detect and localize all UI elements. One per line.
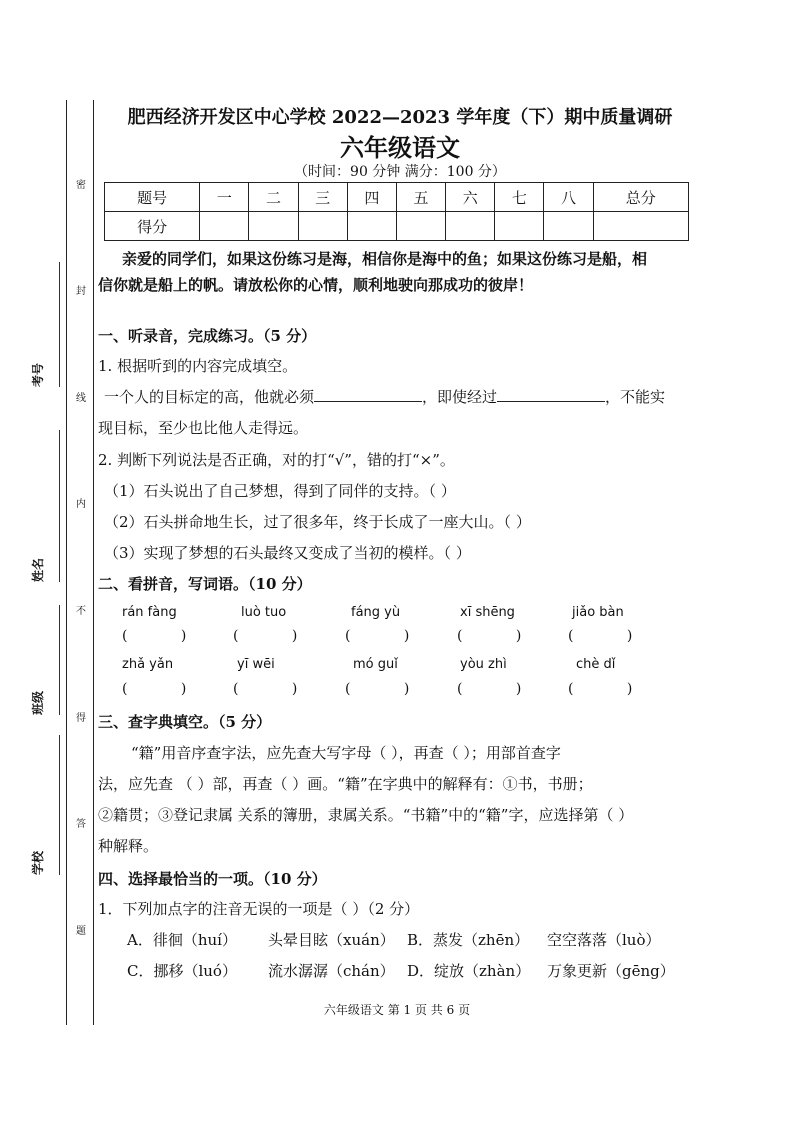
section1-q1-sentence xyxy=(104,382,704,413)
page-footer: 六年级语文 第 1 页 共 6 页 xyxy=(323,1003,471,1017)
section4-q1[interactable]: 1．下列加点字的注音无误的一项是（ ）（2 分） xyxy=(98,900,420,918)
subject-title: 六年级语文 xyxy=(340,133,460,162)
class-field[interactable] xyxy=(26,605,66,715)
seal-char: 内 xyxy=(76,499,86,510)
score-cell[interactable] xyxy=(544,212,593,241)
pinyin-answer-blank[interactable]: ( ) xyxy=(457,681,522,697)
exam-number-field[interactable] xyxy=(26,262,66,387)
score-header-cell: 八 xyxy=(544,183,593,212)
section1-q1: 1. 根据听到的内容完成填空。 xyxy=(98,357,298,375)
pinyin-7: yī wēi xyxy=(237,657,275,672)
score-cell[interactable] xyxy=(446,212,495,241)
pinyin-8: mó guǐ xyxy=(353,657,398,672)
q1-text-c: ，不能实 xyxy=(605,388,666,406)
score-cell[interactable] xyxy=(593,212,688,241)
q1-text-a: 一个人的目标定的高，他就必须 xyxy=(104,388,315,406)
score-cell[interactable] xyxy=(396,212,445,241)
option-d-2: 万象更新（gēng） xyxy=(547,962,675,980)
name-field[interactable] xyxy=(26,430,66,582)
seal-char: 得 xyxy=(76,713,86,724)
section3-heading: 三、查字典填空。（5 分） xyxy=(98,713,272,731)
pinyin-10: chè dǐ xyxy=(576,657,616,672)
seal-char: 题 xyxy=(76,926,86,937)
score-table-header-row xyxy=(105,183,689,212)
q1-blank-1[interactable] xyxy=(314,387,422,402)
pinyin-3: fáng yù xyxy=(351,605,401,620)
exam-info: （时间：90 分钟 满分：100 分） xyxy=(294,164,506,180)
score-header-cell: 六 xyxy=(446,183,495,212)
option-a-2: 头晕目眩（xuán） xyxy=(268,931,395,949)
score-header-cell: 三 xyxy=(298,183,347,212)
score-header-cell: 七 xyxy=(495,183,544,212)
section3-line-4: 种解释。 xyxy=(98,837,159,855)
name-label: 姓名 xyxy=(31,557,45,582)
section2-heading: 二、看拼音，写词语。（10 分） xyxy=(98,575,312,593)
section4-heading: 四、选择最恰当的一项。（10 分） xyxy=(98,870,327,888)
exam-title: 肥西经济开发区中心学校 2022—2023 学年度（下）期中质量调研 xyxy=(127,107,673,128)
section3-line-1[interactable]: “籍”用音序查字法，应先查大写字母（ ），再查（ ）；用部首查字 xyxy=(131,744,561,762)
pinyin-6: zhǎ yǎn xyxy=(122,657,174,672)
section1-q2: 2. 判断下列说法是否正确，对的打“√”，错的打“×”。 xyxy=(98,451,455,469)
section3-line-2[interactable]: 法，应先查 （ ）部，再查（ ）画。“籍”在字典中的解释有：①书，书册； xyxy=(98,775,593,793)
option-b-2: 空空落落（luò） xyxy=(547,931,661,949)
intro-line-1: 亲爱的同学们，如果这份练习是海，相信你是海中的鱼；如果这份练习是船，相 xyxy=(122,250,648,268)
option-b-1[interactable]: B．蒸发（zhēn） xyxy=(407,931,530,949)
option-d-1[interactable]: D．绽放（zhàn） xyxy=(407,962,531,980)
seal-char: 密 xyxy=(76,180,86,191)
score-header-cell: 五 xyxy=(396,183,445,212)
seal-char: 答 xyxy=(76,819,86,830)
score-header-cell: 总分 xyxy=(593,183,688,212)
pinyin-answer-blank[interactable]: ( ) xyxy=(122,681,187,697)
score-table xyxy=(104,182,689,241)
intro-line-2: 信你就是船上的帆。请放松你的心情，顺利地驶向那成功的彼岸！ xyxy=(98,276,534,294)
seal-char: 线 xyxy=(76,393,86,404)
pinyin-1: rán fàng xyxy=(122,605,177,620)
binding-line-outer xyxy=(66,100,67,1025)
judge-item-3[interactable]: （3）实现了梦想的石头最终又变成了当初的模样。（ ） xyxy=(104,544,471,562)
pinyin-9: yòu zhì xyxy=(460,657,507,672)
pinyin-4: xī shēng xyxy=(460,605,515,620)
pinyin-answer-blank[interactable]: ( ) xyxy=(568,628,633,644)
section1-heading: 一、听录音，完成练习。（5 分） xyxy=(98,327,317,345)
score-cell[interactable] xyxy=(347,212,396,241)
binding-line-inner xyxy=(93,100,94,1025)
score-cell[interactable] xyxy=(200,212,249,241)
exam-number-label: 考号 xyxy=(31,362,45,387)
section3-line-3[interactable]: ②籍贯；③登记隶属 关系的簿册，隶属关系。“书籍”中的“籍”字，应选择第（ ） xyxy=(98,806,634,824)
pinyin-answer-blank[interactable]: ( ) xyxy=(233,681,298,697)
pinyin-2: luò tuo xyxy=(241,605,287,620)
score-cell[interactable] xyxy=(495,212,544,241)
option-c-1[interactable]: C．挪移（luó） xyxy=(127,962,237,980)
pinyin-answer-blank[interactable]: ( ) xyxy=(457,628,522,644)
score-table-score-row xyxy=(105,212,689,241)
score-header-cell: 二 xyxy=(249,183,298,212)
q1-text-b: ，即使经过 xyxy=(422,388,498,406)
score-row-label: 得分 xyxy=(105,212,200,241)
judge-item-2[interactable]: （2）石头拼命地生长，过了很多年，终于长成了一座大山。（ ） xyxy=(104,513,531,531)
pinyin-answer-blank[interactable]: ( ) xyxy=(568,681,633,697)
score-cell[interactable] xyxy=(249,212,298,241)
pinyin-answer-blank[interactable]: ( ) xyxy=(233,628,298,644)
score-header-cell: 题号 xyxy=(105,183,200,212)
pinyin-answer-blank[interactable]: ( ) xyxy=(345,628,410,644)
pinyin-5: jiǎo bàn xyxy=(572,605,624,620)
option-c-2: 流水潺潺（chán） xyxy=(268,962,395,980)
option-a-1[interactable]: A．徘徊（huí） xyxy=(127,931,237,949)
class-label: 班级 xyxy=(31,690,45,715)
seal-char: 不 xyxy=(76,606,86,617)
score-header-cell: 一 xyxy=(200,183,249,212)
score-header-cell: 四 xyxy=(347,183,396,212)
pinyin-answer-blank[interactable]: ( ) xyxy=(345,681,410,697)
judge-item-1[interactable]: （1）石头说出了自己梦想，得到了同伴的支持。（ ） xyxy=(104,482,456,500)
school-field[interactable] xyxy=(26,735,66,875)
q1-blank-2[interactable] xyxy=(497,387,605,402)
section1-q1-continuation: 现目标，至少也比他人走得远。 xyxy=(98,419,309,437)
school-label: 学校 xyxy=(31,850,45,875)
seal-char: 封 xyxy=(76,286,86,297)
pinyin-answer-blank[interactable]: ( ) xyxy=(122,628,187,644)
score-cell[interactable] xyxy=(298,212,347,241)
